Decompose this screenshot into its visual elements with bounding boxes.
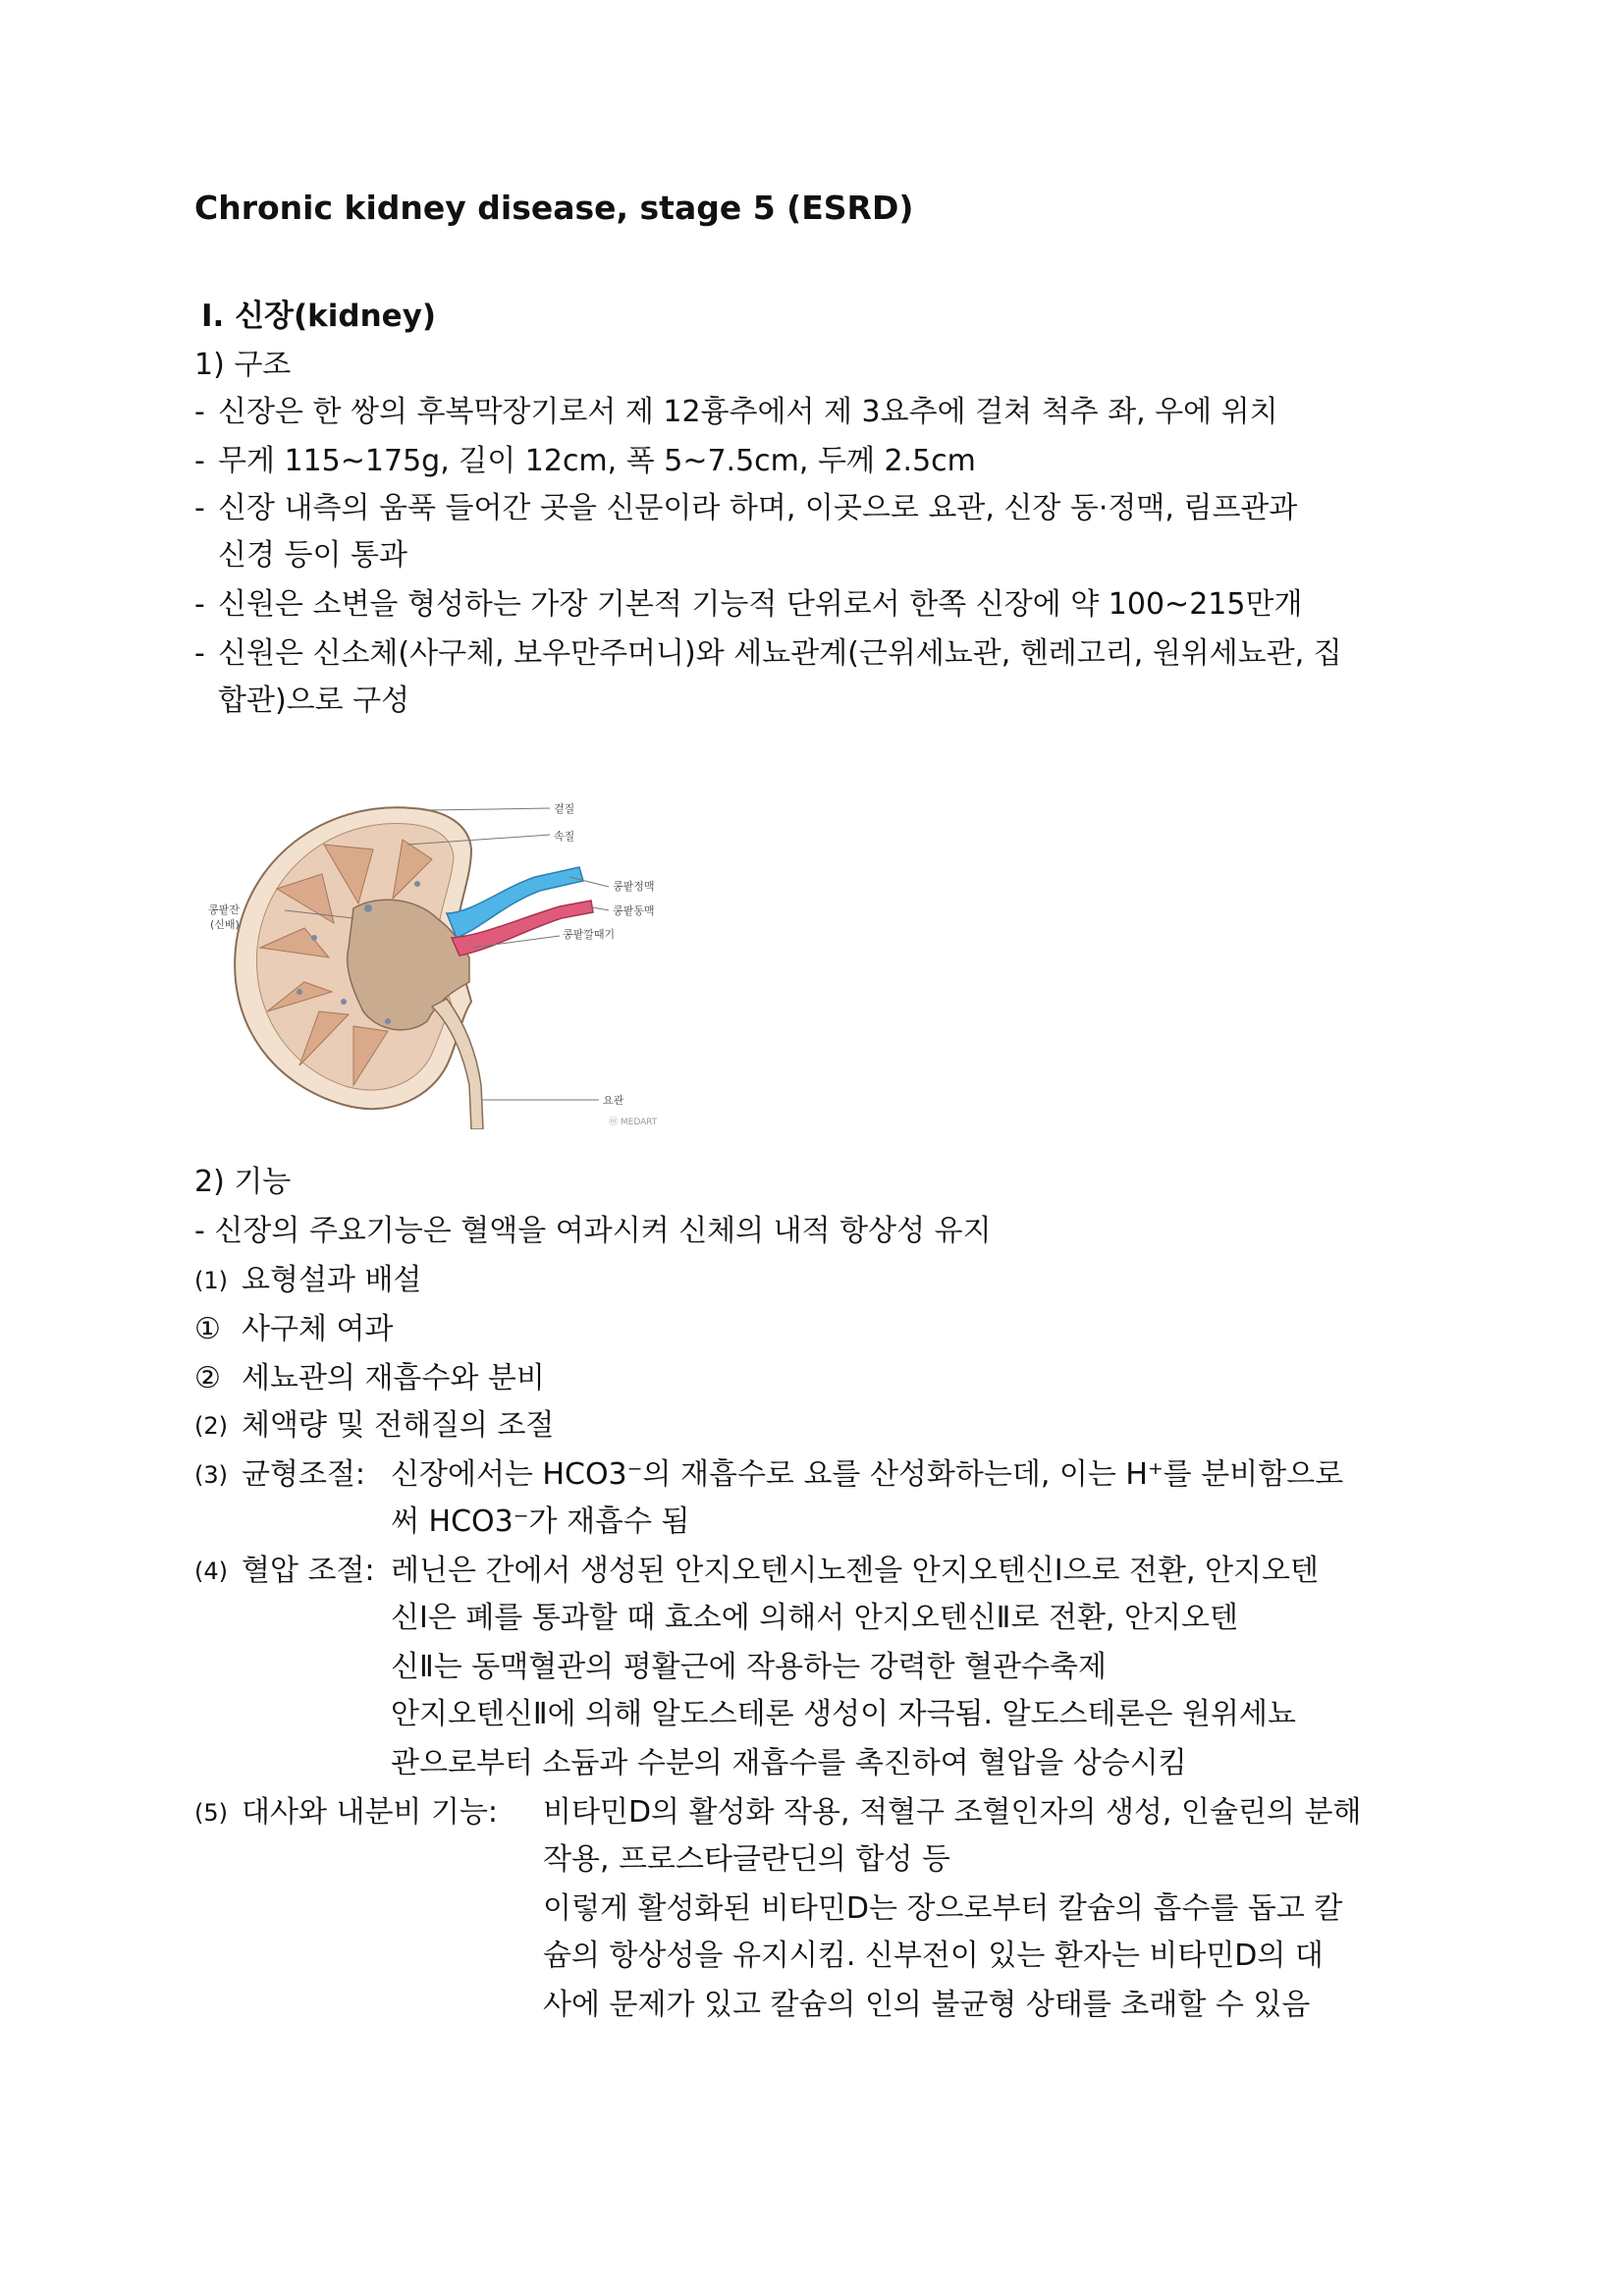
label-medulla: 속질 [554,830,575,843]
function-intro: - 신장의 주요기능은 혈액을 여과시켜 신체의 내적 항상성 유지 [194,1214,992,1248]
list-item-continuation: 슘의 항상성을 유지시킴. 신부전이 있는 환자는 비타민D의 대 [543,1939,1324,1973]
section-heading-kidney: Ⅰ. 신장(kidney) [201,299,437,334]
label-cortex: 겉질 [554,802,575,815]
list-item-continuation: 안지오텐신Ⅱ에 의해 알도스테론 생성이 자극됨. 알도스테론은 원위세뇨 [391,1697,1296,1731]
list-item-continuation: 관으로부터 소듐과 수분의 재흡수를 촉진하여 혈압을 상승시킴 [391,1746,1187,1780]
list-item-continuation: 합관)으로 구성 [218,683,410,718]
list-item-continuation: 신Ⅱ는 동맥혈관의 평활근에 작용하는 강력한 혈관수축제 [391,1650,1107,1684]
list-item-continuation: 이렇게 활성화된 비타민D는 장으로부터 칼슘의 흡수를 돕고 칼 [543,1891,1343,1926]
list-item-continuation: 작용, 프로스타글란딘의 합성 등 [543,1842,950,1877]
list-item-continuation: 신경 등이 통과 [218,538,407,573]
subheading-structure: 1) 구조 [194,348,292,382]
label-calyx-sub: (신배) [210,918,240,931]
label-calyx: 콩팥잔 [208,903,240,916]
list-item-continuation: 써 HCO3⁻가 재흡수 됨 [391,1504,690,1539]
label-renal-artery: 콩팥동맥 [613,904,655,917]
kidney-illustration [206,791,687,1129]
list-item-continuation: 신Ⅰ은 폐를 통과할 때 효소에 의해서 안지오텐신Ⅱ로 전환, 안지오텐 [391,1601,1238,1635]
label-ureter: 요관 [603,1094,624,1107]
document-title: Chronic kidney disease, stage 5 (ESRD) [194,189,914,227]
list-item-continuation: 사에 문제가 있고 칼슘의 인의 불균형 상태를 초래할 수 있음 [543,1988,1311,2022]
subheading-function: 2) 기능 [194,1165,292,1199]
label-renal-pelvis: 콩팥깔때기 [563,928,616,941]
label-renal-vein: 콩팥정맥 [613,880,655,893]
watermark: ⓜ MEDART [609,1118,658,1127]
